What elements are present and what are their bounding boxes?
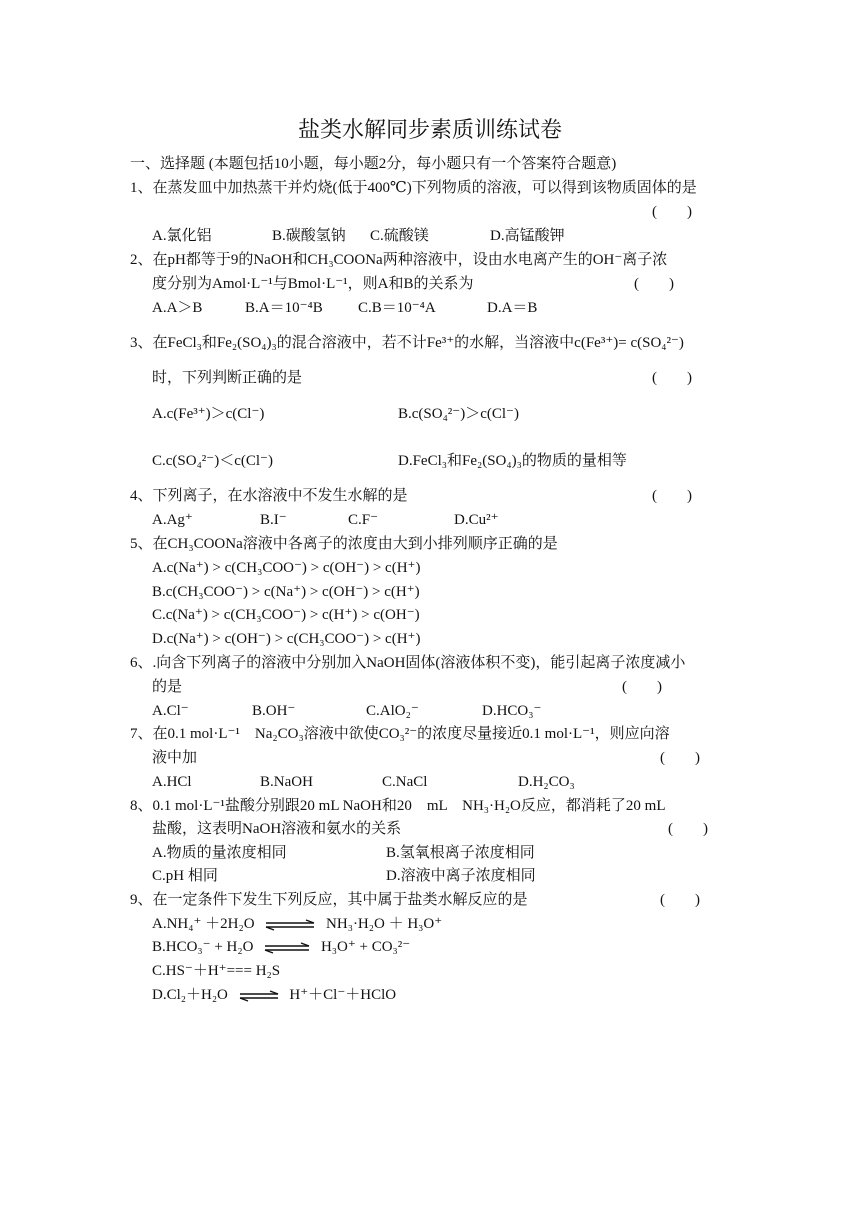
q9-option-b-left: B.HCO₃⁻ + H₂O — [152, 939, 254, 955]
question-8-line-2: 盐酸，这表明NaOH溶液和氨水的关系 — [152, 821, 402, 837]
answer-paren-8[interactable]: ( ) — [668, 821, 708, 837]
question-7-line-1: 7、在0.1 mol·L⁻¹ Na₂CO₃溶液中欲使CO₃²⁻的浓度尽量接近0.1 mol·L⁻¹，则应向溶 — [130, 726, 670, 742]
question-4-stem: 4、下列离子，在水溶液中不发生水解的是 — [130, 488, 408, 504]
q2-option-c: C.B＝10⁻⁴A — [358, 300, 436, 316]
equilibrium-arrow-icon — [238, 990, 280, 1002]
q4-option-b: B.I⁻ — [260, 512, 287, 528]
page-title: 盐类水解同步素质训练试卷 — [297, 117, 562, 142]
q1-option-a: A.氯化铝 — [152, 228, 212, 244]
q3-option-a: A.c(Fe³⁺)＞c(Cl⁻) — [152, 406, 265, 422]
q4-option-a: A.Ag⁺ — [152, 512, 193, 528]
answer-paren-9[interactable]: ( ) — [660, 892, 700, 908]
q9-option-a — [152, 914, 442, 934]
question-8-line-1: 8、0.1 mol·L⁻¹盐酸分别跟20 mL NaOH和20 mL NH₃·H₂O反应，都消耗了20 mL — [130, 798, 666, 814]
answer-paren-2[interactable]: ( ) — [634, 276, 674, 292]
answer-paren-7[interactable]: ( ) — [660, 750, 700, 766]
q9-option-d-left: D.Cl₂＋H₂O — [152, 987, 228, 1003]
question-6-line-1: 6、.向含下列离子的溶液中分别加入NaOH固体(溶液体积不变)，能引起离子浓度减小 — [130, 655, 686, 671]
q6-option-d: D.HCO₃⁻ — [482, 703, 542, 719]
q3-option-d: D.FeCl₃和Fe₂(SO₄)₃的物质的量相等 — [398, 453, 627, 469]
question-6-line-2: 的是 — [152, 679, 183, 695]
q2-option-a: A.A＞B — [152, 300, 203, 316]
q3-option-b: B.c(SO₄²⁻)＞c(Cl⁻) — [398, 406, 519, 422]
q8-option-a: A.物质的量浓度相同 — [152, 845, 287, 861]
q6-option-b: B.OH⁻ — [252, 703, 296, 719]
question-5-stem: 5、在CH₃COONa溶液中各离子的浓度由大到小排列顺序正确的是 — [130, 536, 558, 552]
q9-option-a-right: NH₃·H₂O ＋ H₃O⁺ — [326, 916, 443, 932]
q7-option-a: A.HCl — [152, 774, 192, 790]
q9-option-c: C.HS⁻＋H⁺=== H₂S — [152, 963, 281, 979]
q8-option-d: D.溶液中离子浓度相同 — [386, 868, 536, 884]
q8-option-b: B.氢氧根离子浓度相同 — [386, 845, 535, 861]
q9-option-a-left: A.NH₄⁺ ＋2H₂O — [152, 916, 255, 932]
q9-option-d — [152, 985, 396, 1005]
section-heading: 一、选择题 (本题包括10小题，每小题2分，每小题只有一个答案符合题意) — [130, 156, 617, 172]
question-1-stem: 1、在蒸发皿中加热蒸干并灼烧(低于400℃)下列物质的溶液，可以得到该物质固体的是 — [130, 180, 697, 196]
q7-option-d: D.H₂CO₃ — [518, 774, 575, 790]
q5-option-a: A.c(Na⁺) > c(CH₃COO⁻) > c(OH⁻) > c(H⁺) — [152, 560, 421, 576]
q1-option-c: C.硫酸镁 — [370, 228, 429, 244]
q8-option-c: C.pH 相同 — [152, 868, 218, 884]
q3-option-c: C.c(SO₄²⁻)＜c(Cl⁻) — [152, 453, 273, 469]
question-3-line-1: 3、在FeCl₃和Fe₂(SO₄)₃的混合溶液中，若不计Fe³⁺的水解，当溶液中c(Fe³⁺)= c(SO₄²⁻) — [130, 335, 684, 351]
answer-paren-1[interactable]: ( ) — [652, 204, 692, 220]
answer-paren-4[interactable]: ( ) — [652, 488, 692, 504]
q9-option-d-right: H⁺＋Cl⁻＋HClO — [289, 987, 397, 1003]
q4-option-d: D.Cu²⁺ — [454, 512, 499, 528]
q7-option-c: C.NaCl — [382, 774, 428, 790]
question-2-line-1: 2、在pH都等于9的NaOH和CH₃COONa两种溶液中，设由水电离产生的OH⁻离子浓 — [130, 252, 668, 268]
q6-option-c: C.AlO₂⁻ — [366, 703, 419, 719]
question-7-line-2: 液中加 — [152, 750, 198, 766]
q9-option-b — [152, 937, 410, 957]
q9-option-b-right: H₃O⁺ + CO₃²⁻ — [320, 939, 411, 955]
q5-option-b: B.c(CH₃COO⁻) > c(Na⁺) > c(OH⁻) > c(H⁺) — [152, 584, 420, 600]
equilibrium-arrow-icon — [264, 919, 316, 931]
q5-option-d: D.c(Na⁺) > c(OH⁻) > c(CH₃COO⁻) > c(H⁺) — [152, 631, 421, 647]
q1-option-b: B.碳酸氢钠 — [272, 228, 346, 244]
q7-option-b: B.NaOH — [260, 774, 313, 790]
q6-option-a: A.Cl⁻ — [152, 703, 189, 719]
answer-paren-3[interactable]: ( ) — [652, 370, 692, 386]
q2-option-b: B.A＝10⁻⁴B — [245, 300, 323, 316]
answer-paren-6[interactable]: ( ) — [622, 679, 662, 695]
q1-option-d: D.高锰酸钾 — [490, 228, 565, 244]
question-9-stem: 9、在一定条件下发生下列反应，其中属于盐类水解反应的是 — [130, 892, 528, 908]
q2-option-d: D.A＝B — [487, 300, 538, 316]
equilibrium-arrow-icon — [263, 942, 311, 954]
question-3-line-2: 时，下列判断正确的是 — [152, 370, 303, 386]
q4-option-c: C.F⁻ — [348, 512, 379, 528]
question-2-line-2: 度分别为Amol·L⁻¹与Bmol·L⁻¹，则A和B的关系为 — [152, 276, 474, 292]
q5-option-c: C.c(Na⁺) > c(CH₃COO⁻) > c(H⁺) > c(OH⁻) — [152, 607, 420, 623]
